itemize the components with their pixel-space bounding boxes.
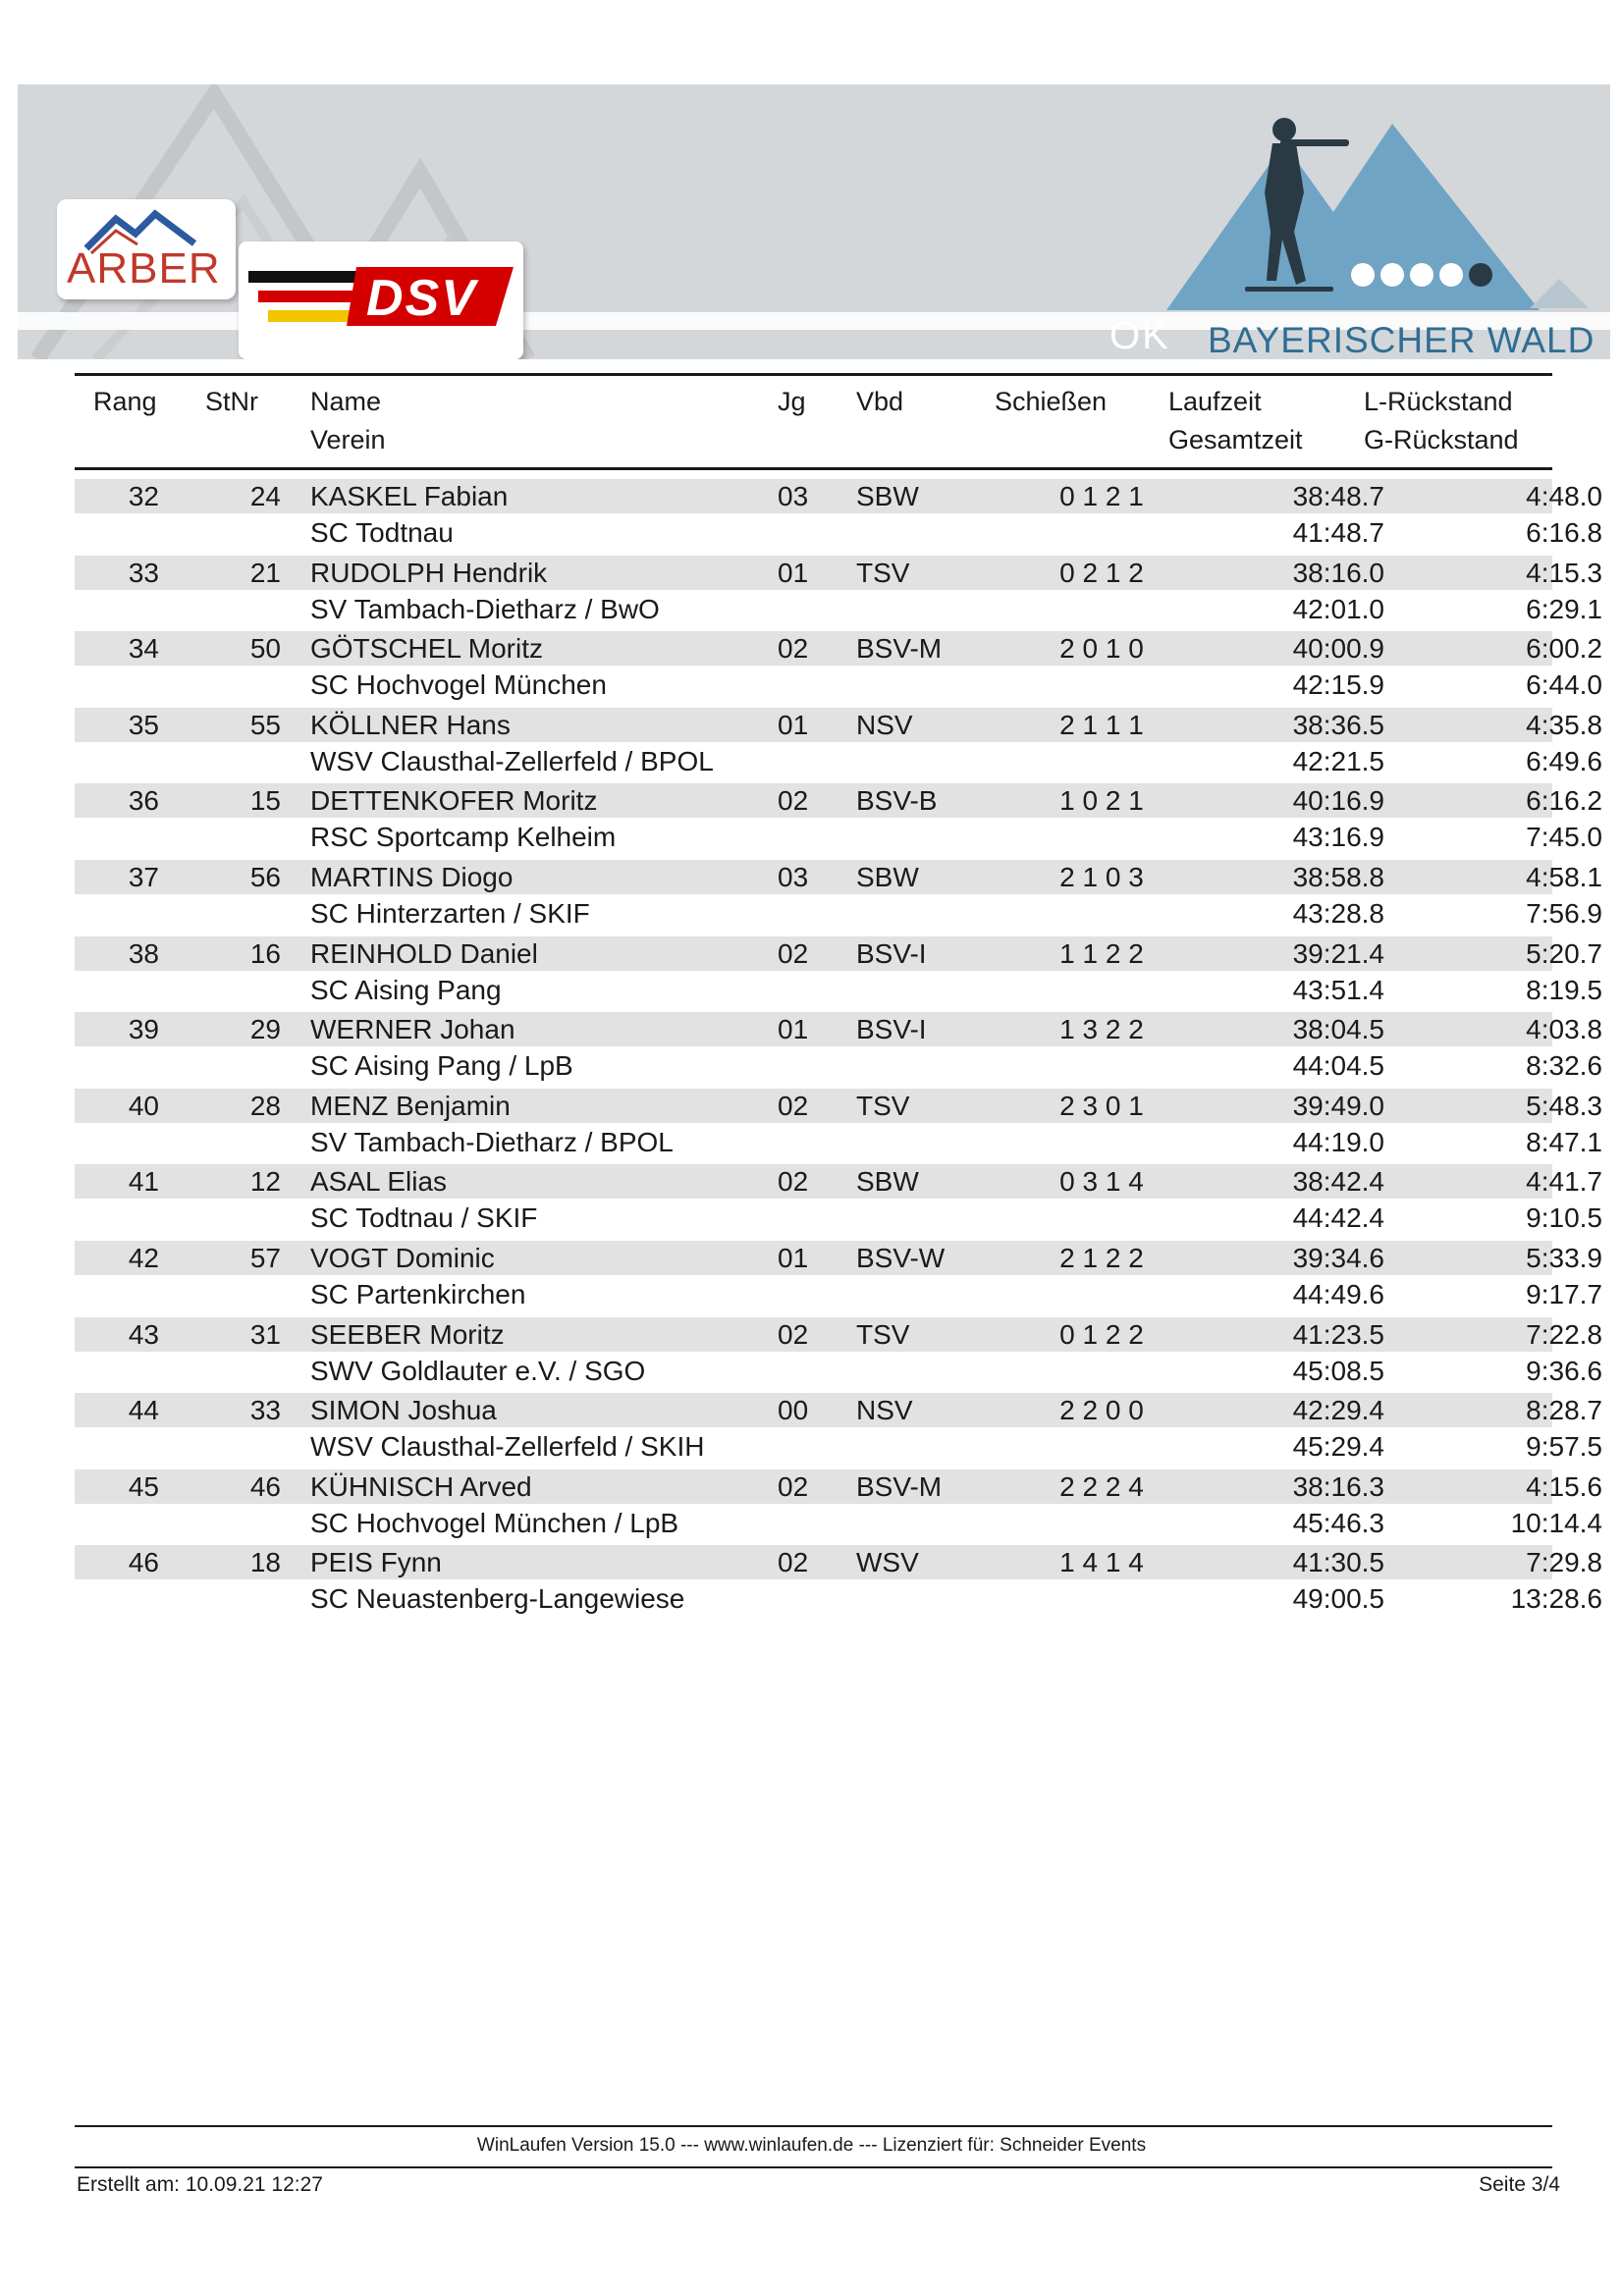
laufzeit-cell: 38:58.8 (1292, 862, 1384, 892)
gesamtzeit-cell: 44:49.6 (1292, 1279, 1384, 1309)
club-name: SC Todtnau / SKIF (310, 1202, 538, 1234)
result-row (75, 1237, 1602, 1312)
athlete-name: SEEBER Moritz (310, 1318, 505, 1350)
col-verein-header: Verein (310, 425, 386, 454)
ok-logo-text: OK (1109, 314, 1170, 357)
result-row (75, 1389, 1602, 1465)
jg-cell: 02 (778, 785, 809, 817)
rang-cell: 45 (128, 1470, 159, 1502)
schiessen-cell: 0 1 2 1 (1059, 481, 1144, 511)
jg-cell: 03 (778, 862, 809, 892)
schiessen-cell: 2 1 2 2 (1059, 1243, 1144, 1273)
athlete-name: PEIS Fynn (310, 1547, 442, 1578)
result-row (75, 627, 1602, 703)
jg-cell: 03 (778, 481, 809, 511)
rang-cell: 32 (128, 481, 159, 511)
jg-cell: 01 (778, 709, 809, 740)
schiessen-cell: 2 1 1 1 (1059, 709, 1144, 740)
laufzeit-cell: 38:16.3 (1292, 1470, 1384, 1502)
gesamtzeit-cell: 43:16.9 (1292, 822, 1384, 853)
vbd-cell: TSV (856, 1090, 910, 1121)
gesamtzeit-cell: 43:28.8 (1292, 898, 1384, 929)
laufzeit-cell: 40:00.9 (1292, 633, 1384, 665)
l-rueckstand-cell: 6:16.2 (1526, 785, 1602, 817)
l-rueckstand-cell: 5:20.7 (1526, 937, 1602, 969)
vbd-cell: BSV-M (856, 633, 943, 665)
jg-cell: 02 (778, 1547, 809, 1578)
created-date: Erstellt am: 10.09.21 12:27 (77, 2173, 323, 2196)
club-name: SC Aising Pang / LpB (310, 1050, 573, 1082)
jg-cell: 02 (778, 633, 809, 665)
stnr-cell: 12 (249, 1166, 281, 1198)
athlete-name: WERNER Johan (310, 1014, 515, 1045)
stnr-cell: 21 (249, 557, 281, 588)
stnr-cell: 50 (249, 633, 281, 665)
gesamtzeit-cell: 41:48.7 (1292, 517, 1384, 548)
rang-cell: 34 (128, 633, 159, 665)
bayerischer-wald-text: BAYERISCHER WALD (1208, 320, 1596, 359)
laufzeit-cell: 38:16.0 (1292, 557, 1384, 588)
col-l-rueckstand-header: L-Rückstand (1364, 387, 1513, 416)
rang-cell: 33 (128, 557, 159, 588)
club-name: RSC Sportcamp Kelheim (310, 822, 617, 853)
result-row (75, 1085, 1602, 1160)
club-name: SC Todtnau (310, 517, 454, 548)
l-rueckstand-cell: 5:33.9 (1526, 1243, 1602, 1273)
gesamtzeit-cell: 44:04.5 (1292, 1050, 1384, 1082)
l-rueckstand-cell: 6:00.2 (1526, 633, 1602, 665)
athlete-name: MARTINS Diogo (310, 862, 514, 892)
result-row (75, 552, 1602, 627)
gesamtzeit-cell: 45:46.3 (1292, 1507, 1384, 1538)
jg-cell: 01 (778, 557, 809, 588)
result-row (75, 1466, 1602, 1541)
vbd-cell: SBW (856, 1166, 919, 1198)
result-row (75, 475, 1602, 551)
vbd-cell: SBW (856, 862, 919, 892)
jg-cell: 02 (778, 1166, 809, 1198)
g-rueckstand-cell: 9:10.5 (1526, 1202, 1602, 1234)
stnr-cell: 15 (249, 785, 281, 817)
stnr-cell: 56 (249, 862, 281, 892)
stnr-cell: 29 (249, 1014, 281, 1045)
col-rang-header: Rang (93, 387, 157, 416)
vbd-cell: BSV-W (856, 1243, 946, 1273)
footer-rule-top (75, 2125, 1552, 2127)
schiessen-cell: 1 4 1 4 (1059, 1547, 1144, 1578)
gesamtzeit-cell: 49:00.5 (1292, 1583, 1384, 1615)
club-name: SC Hinterzarten / SKIF (310, 898, 590, 929)
laufzeit-cell: 41:30.5 (1292, 1547, 1384, 1578)
gesamtzeit-cell: 42:21.5 (1292, 745, 1384, 776)
laufzeit-cell: 38:48.7 (1292, 481, 1384, 511)
l-rueckstand-cell: 7:29.8 (1526, 1547, 1602, 1578)
col-stnr-header: StNr (205, 387, 258, 416)
arber-logo-text: ARBER (67, 244, 221, 293)
schiessen-cell: 0 3 1 4 (1059, 1166, 1144, 1198)
result-row (75, 1160, 1602, 1236)
l-rueckstand-cell: 4:35.8 (1526, 709, 1602, 740)
club-name: SC Aising Pang (310, 974, 502, 1005)
stnr-cell: 57 (249, 1243, 281, 1273)
stnr-cell: 55 (249, 709, 281, 740)
stnr-cell: 33 (249, 1395, 281, 1426)
gesamtzeit-cell: 42:15.9 (1292, 669, 1384, 701)
col-g-rueckstand-header: G-Rückstand (1364, 425, 1519, 454)
laufzeit-cell: 38:04.5 (1292, 1014, 1384, 1045)
arber-logo (57, 199, 236, 299)
schiessen-cell: 2 3 0 1 (1059, 1090, 1144, 1121)
jg-cell: 02 (778, 1470, 809, 1502)
vbd-cell: TSV (856, 1318, 910, 1350)
gesamtzeit-cell: 44:19.0 (1292, 1126, 1384, 1157)
jg-cell: 00 (778, 1395, 809, 1426)
stnr-cell: 31 (249, 1318, 281, 1350)
col-schiessen-header: Schießen (995, 387, 1108, 416)
athlete-name: SIMON Joshua (310, 1395, 497, 1426)
athlete-name: GÖTSCHEL Moritz (310, 633, 543, 665)
vbd-cell: NSV (856, 1395, 913, 1426)
jg-cell: 01 (778, 1014, 809, 1045)
club-name: SC Neuastenberg-Langewiese (310, 1583, 685, 1615)
gesamtzeit-cell: 45:08.5 (1292, 1355, 1384, 1386)
result-row (75, 1313, 1602, 1389)
schiessen-cell: 2 2 0 0 (1059, 1395, 1144, 1426)
club-name: SC Hochvogel München (310, 669, 607, 701)
g-rueckstand-cell: 7:56.9 (1526, 898, 1602, 929)
col-gesamtzeit-header: Gesamtzeit (1168, 425, 1303, 454)
rang-cell: 36 (128, 785, 159, 817)
club-name: SC Partenkirchen (310, 1279, 526, 1309)
laufzeit-cell: 39:21.4 (1292, 937, 1384, 969)
g-rueckstand-cell: 8:19.5 (1526, 974, 1602, 1005)
athlete-name: KASKEL Fabian (310, 481, 509, 511)
result-row (75, 1541, 1602, 1617)
athlete-name: KÖLLNER Hans (310, 709, 511, 740)
rang-cell: 44 (128, 1395, 159, 1426)
col-jg-header: Jg (778, 387, 806, 416)
club-name: SWV Goldlauter e.V. / SGO (310, 1355, 646, 1386)
vbd-cell: WSV (856, 1547, 919, 1578)
rang-cell: 40 (128, 1090, 159, 1121)
g-rueckstand-cell: 6:29.1 (1526, 593, 1602, 624)
club-name: SC Hochvogel München / LpB (310, 1507, 679, 1538)
schiessen-cell: 2 1 0 3 (1059, 862, 1144, 892)
l-rueckstand-cell: 8:28.7 (1526, 1395, 1602, 1426)
jg-cell: 01 (778, 1243, 809, 1273)
page-number: Seite 3/4 (1479, 2173, 1560, 2196)
header-rule-top (75, 373, 1552, 376)
stnr-cell: 24 (249, 481, 281, 511)
rang-cell: 41 (128, 1166, 159, 1198)
result-row (75, 779, 1602, 855)
athlete-name: MENZ Benjamin (310, 1090, 511, 1121)
rang-cell: 35 (128, 709, 159, 740)
athlete-name: VOGT Dominic (310, 1243, 495, 1273)
schiessen-cell: 1 1 2 2 (1059, 937, 1144, 969)
g-rueckstand-cell: 8:47.1 (1526, 1126, 1602, 1157)
laufzeit-cell: 38:36.5 (1292, 709, 1384, 740)
stnr-cell: 46 (249, 1470, 281, 1502)
header-rule-bottom (75, 467, 1552, 470)
rang-cell: 42 (128, 1243, 159, 1273)
athlete-name: DETTENKOFER Moritz (310, 785, 598, 817)
vbd-cell: BSV-I (856, 1014, 927, 1045)
rang-cell: 43 (128, 1318, 159, 1350)
schiessen-cell: 2 0 1 0 (1059, 633, 1144, 665)
rang-cell: 46 (128, 1547, 159, 1578)
footer-rule-bottom (75, 2166, 1552, 2168)
l-rueckstand-cell: 4:41.7 (1526, 1166, 1602, 1198)
athlete-name: REINHOLD Daniel (310, 937, 538, 969)
col-name-header: Name (310, 387, 382, 416)
g-rueckstand-cell: 9:17.7 (1526, 1279, 1602, 1309)
col-laufzeit-header: Laufzeit (1168, 387, 1262, 416)
g-rueckstand-cell: 10:14.4 (1510, 1507, 1602, 1538)
vbd-cell: BSV-I (856, 937, 927, 969)
result-row (75, 1008, 1602, 1084)
software-notice: WinLaufen Version 15.0 --- www.winlaufen.de --- Lizenziert für: Schneider Events (476, 2135, 1147, 2156)
laufzeit-cell: 42:29.4 (1292, 1395, 1384, 1426)
result-row (75, 856, 1602, 932)
jg-cell: 02 (778, 1318, 809, 1350)
dsv-logo-text: DSV (366, 270, 477, 327)
l-rueckstand-cell: 4:48.0 (1526, 481, 1602, 511)
athlete-name: ASAL Elias (310, 1166, 448, 1198)
g-rueckstand-cell: 8:32.6 (1526, 1050, 1602, 1082)
l-rueckstand-cell: 4:15.3 (1526, 557, 1602, 588)
l-rueckstand-cell: 4:15.6 (1526, 1470, 1602, 1502)
gesamtzeit-cell: 45:29.4 (1292, 1431, 1384, 1463)
result-row (75, 933, 1602, 1008)
stnr-cell: 18 (249, 1547, 281, 1578)
vbd-cell: BSV-M (856, 1470, 943, 1502)
stnr-cell: 28 (249, 1090, 281, 1121)
club-name: WSV Clausthal-Zellerfeld / SKIH (310, 1431, 705, 1463)
gesamtzeit-cell: 44:42.4 (1292, 1202, 1384, 1234)
vbd-cell: NSV (856, 709, 913, 740)
laufzeit-cell: 39:49.0 (1292, 1090, 1384, 1121)
g-rueckstand-cell: 13:28.6 (1510, 1583, 1602, 1615)
l-rueckstand-cell: 7:22.8 (1526, 1318, 1602, 1350)
laufzeit-cell: 41:23.5 (1292, 1318, 1384, 1350)
club-name: WSV Clausthal-Zellerfeld / BPOL (310, 745, 714, 776)
gesamtzeit-cell: 42:01.0 (1292, 593, 1384, 624)
athlete-name: KÜHNISCH Arved (310, 1470, 532, 1502)
laufzeit-cell: 39:34.6 (1292, 1243, 1384, 1273)
schiessen-cell: 1 3 2 2 (1059, 1014, 1144, 1045)
g-rueckstand-cell: 6:44.0 (1526, 669, 1602, 701)
jg-cell: 02 (778, 1090, 809, 1121)
gesamtzeit-cell: 43:51.4 (1292, 974, 1384, 1005)
vbd-cell: BSV-B (856, 785, 938, 817)
vbd-cell: TSV (856, 557, 910, 588)
schiessen-cell: 0 2 1 2 (1059, 557, 1144, 588)
g-rueckstand-cell: 6:16.8 (1526, 517, 1602, 548)
laufzeit-cell: 38:42.4 (1292, 1166, 1384, 1198)
rang-cell: 39 (128, 1014, 159, 1045)
schiessen-cell: 2 2 2 4 (1059, 1470, 1144, 1502)
stnr-cell: 16 (249, 937, 281, 969)
result-row (75, 704, 1602, 779)
col-vbd-header: Vbd (856, 387, 904, 416)
header-banner (18, 84, 1610, 359)
g-rueckstand-cell: 9:36.6 (1526, 1355, 1602, 1386)
club-name: SV Tambach-Dietharz / BPOL (310, 1126, 674, 1157)
g-rueckstand-cell: 7:45.0 (1526, 822, 1602, 853)
club-name: SV Tambach-Dietharz / BwO (310, 593, 660, 624)
g-rueckstand-cell: 9:57.5 (1526, 1431, 1602, 1463)
schiessen-cell: 1 0 2 1 (1059, 785, 1144, 817)
rang-cell: 37 (128, 862, 159, 892)
schiessen-cell: 0 1 2 2 (1059, 1318, 1144, 1350)
laufzeit-cell: 40:16.9 (1292, 785, 1384, 817)
athlete-name: RUDOLPH Hendrik (310, 557, 548, 588)
l-rueckstand-cell: 4:58.1 (1526, 862, 1602, 892)
jg-cell: 02 (778, 937, 809, 969)
l-rueckstand-cell: 4:03.8 (1526, 1014, 1602, 1045)
vbd-cell: SBW (856, 481, 919, 511)
dsv-logo (239, 241, 523, 359)
rang-cell: 38 (128, 937, 159, 969)
g-rueckstand-cell: 6:49.6 (1526, 745, 1602, 776)
l-rueckstand-cell: 5:48.3 (1526, 1090, 1602, 1121)
